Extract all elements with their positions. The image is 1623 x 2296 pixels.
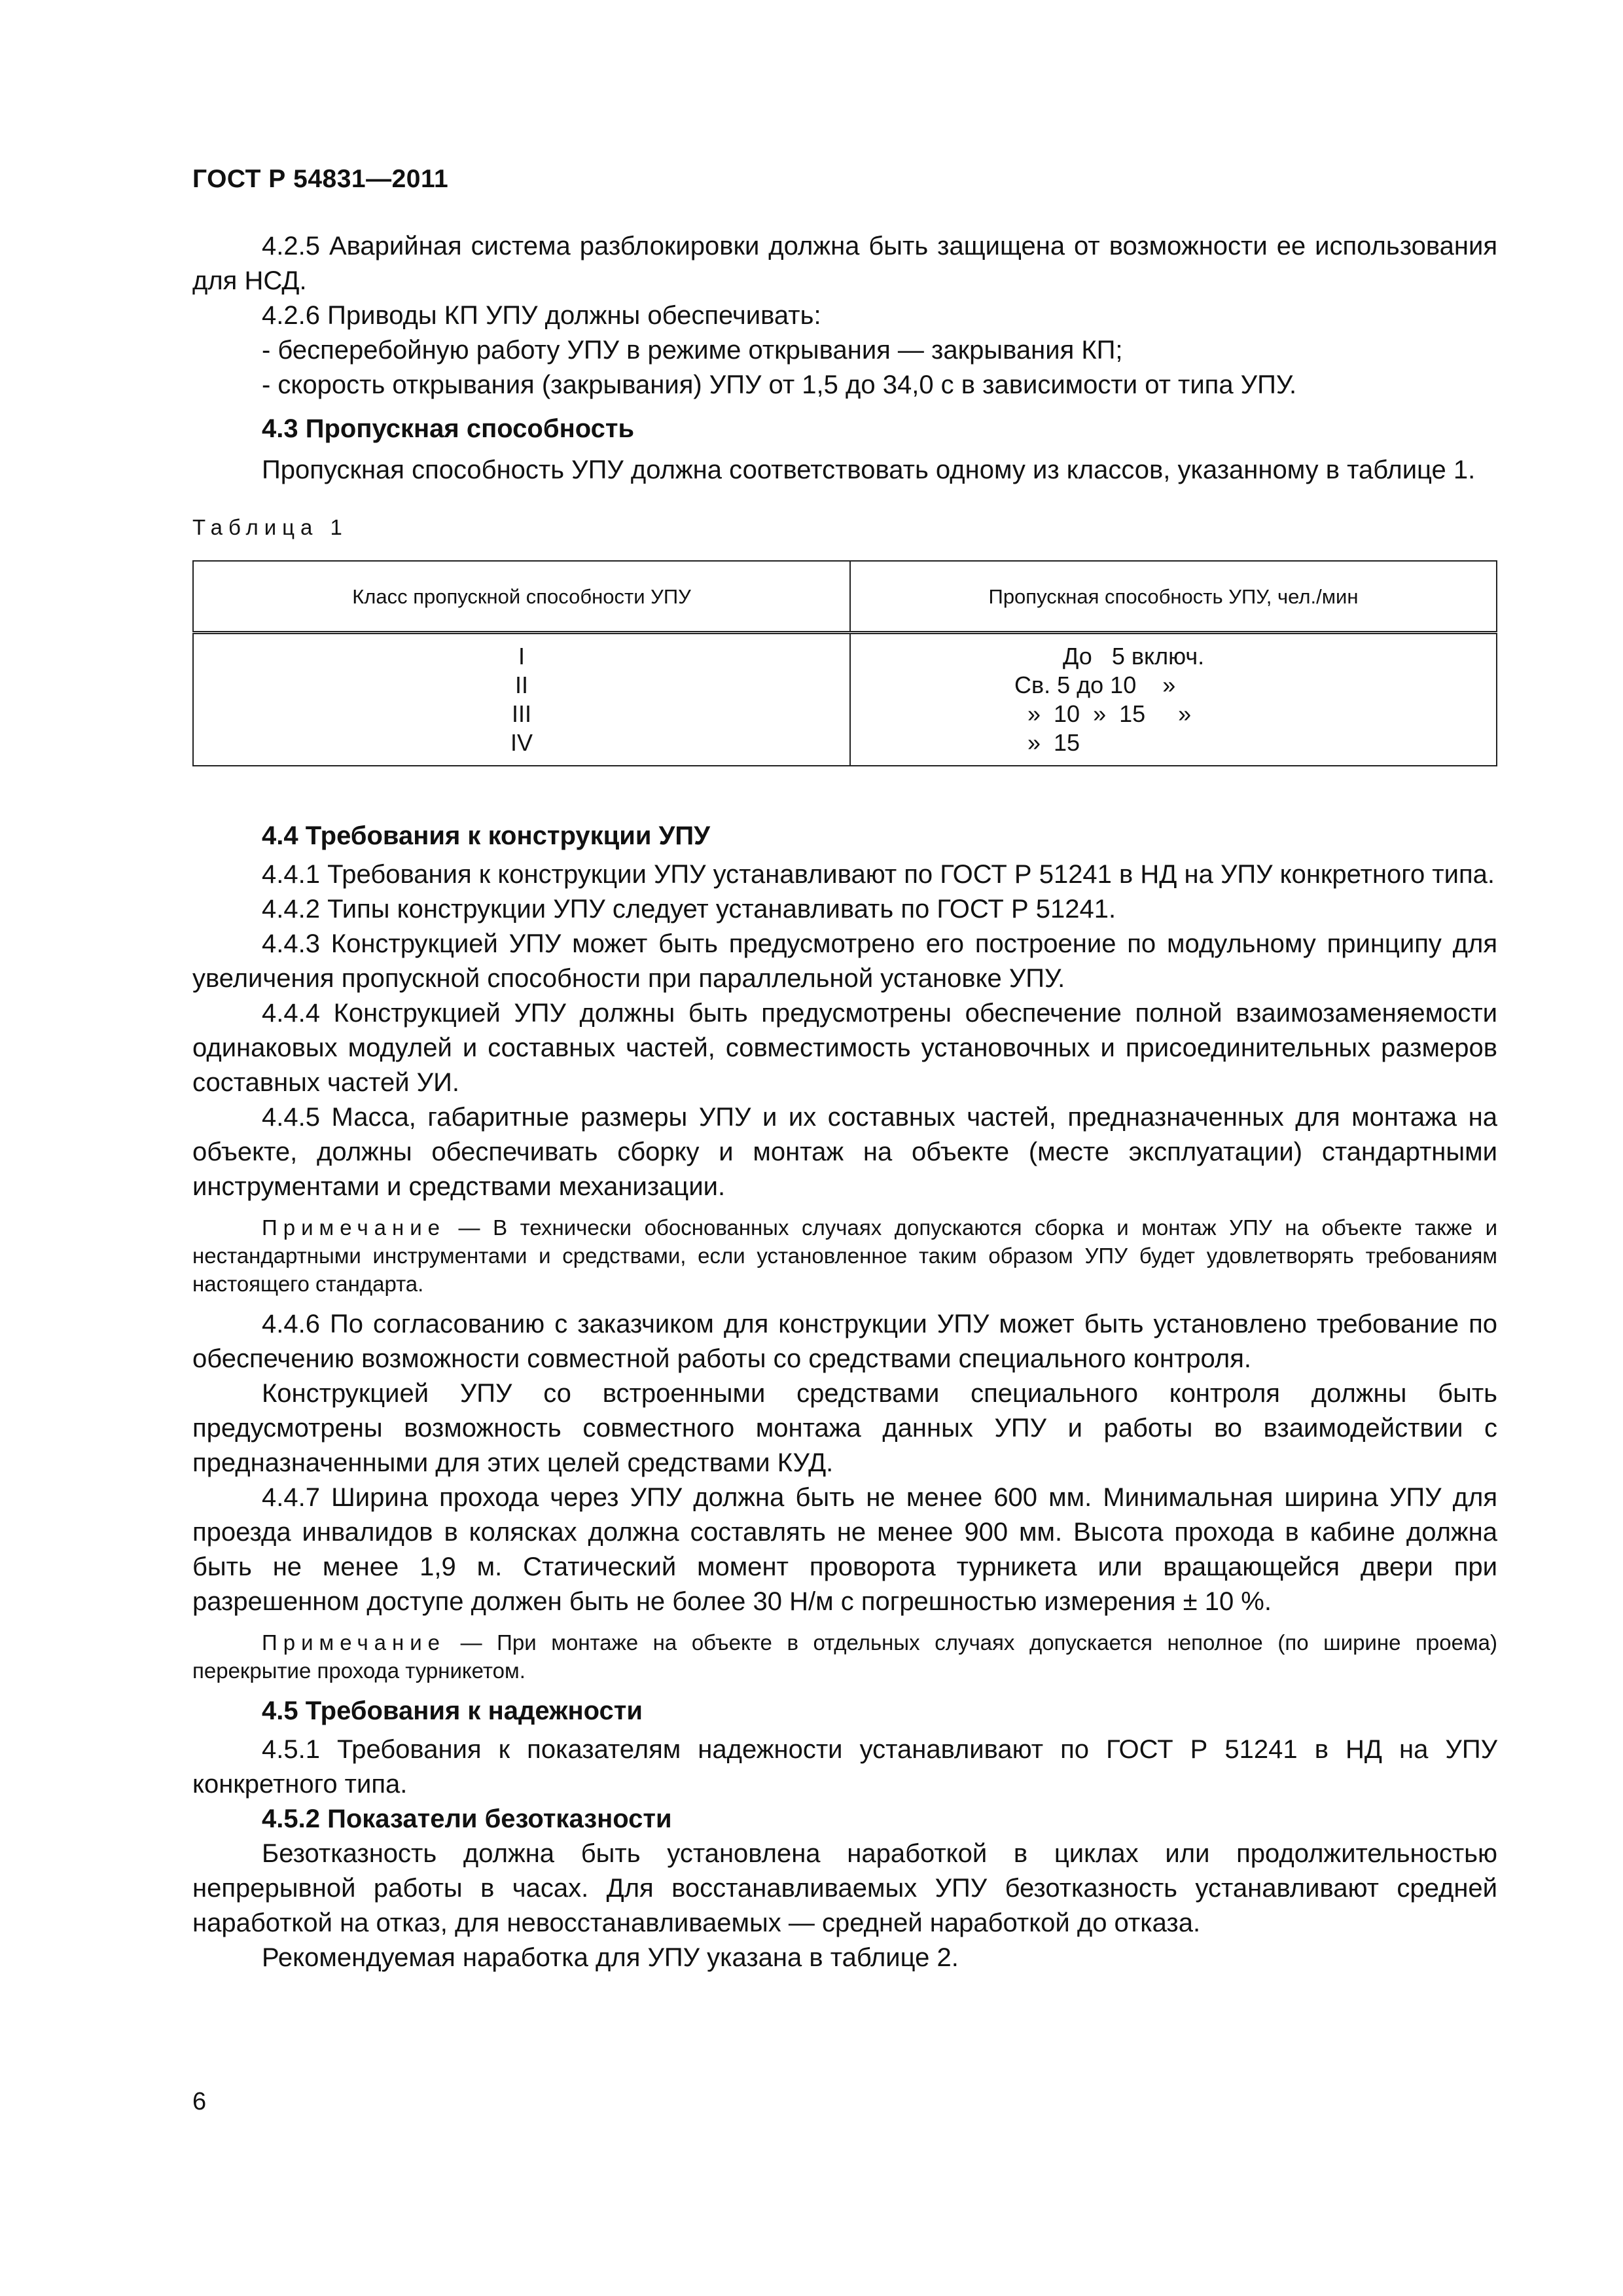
page-number: 6	[192, 2088, 207, 2115]
paragraph-4-4-1: 4.4.1 Требования к конструкции УПУ устанавливают по ГОСТ Р 51241 в НД на УПУ конкретного типа.	[262, 860, 1495, 889]
list-item: - скорость открывания (закрывания) УПУ от 1,5 до 34,0 с в зависимости от типа УПУ.	[262, 370, 1297, 399]
paragraph-4-2-6: 4.2.6 Приводы КП УПУ должны обеспечивать:	[262, 301, 821, 330]
paragraph-4-4-2: 4.4.2 Типы конструкции УПУ следует устанавливать по ГОСТ Р 51241.	[262, 895, 1116, 924]
page-content	[192, 229, 1497, 1975]
section-heading-4-4: 4.4 Требования к конструкции УПУ	[262, 821, 711, 850]
paragraph-4-4-5: 4.4.5 Масса, габаритные размеры УПУ и их составных частей, предназначенных для монтажа на объекте, должны обеспечивать сборку и монтаж на объекте (месте эксплуатации) стандартными инструментами и средствами механизации.	[192, 1103, 1497, 1201]
subsection-heading-4-5-2: 4.5.2 Показатели безотказности	[262, 1804, 672, 1833]
table-caption: Таблица 1	[192, 515, 348, 539]
paragraph-table-2-ref: Рекомендуемая наработка для УПУ указана в таблице 2.	[262, 1943, 959, 1972]
list-item: - бесперебойную работу УПУ в режиме открывания — закрывания КП;	[262, 336, 1123, 365]
paragraph-special-control: Конструкцией УПУ со встроенными средствами специального контроля должны быть предусмотрены возможность совместного монтажа данных УПУ и работы во взаимодействии с предназначенными для этих целей средствами КУД.	[192, 1379, 1497, 1477]
paragraph-4-4-3: 4.4.3 Конструкцией УПУ может быть предусмотрено его построение по модульному принципу для увеличения пропускной способности при параллельной установке УПУ.	[192, 929, 1497, 993]
section-heading-4-3: 4.3 Пропускная способность	[262, 414, 635, 443]
paragraph-4-4-6: 4.4.6 По согласованию с заказчиком для конструкции УПУ может быть установлено требование по обеспечению возможности совместной работы со средствами специального контроля.	[192, 1310, 1497, 1373]
paragraph-4-4-7: 4.4.7 Ширина прохода через УПУ должна быть не менее 600 мм. Минимальная ширина УПУ для проезда инвалидов в колясках должна составлять не менее 900 мм. Высота прохода в кабине должна быть не менее 1,9 м. Статический момент проворота турникета или вращающейся двери при разрешенном доступе должен быть не более 30 Н/м с погрешностью измерения ± 10 %.	[192, 1483, 1497, 1616]
paragraph-4-2-5: 4.2.5 Аварийная система разблокировки должна быть защищена от возможности ее использования для НСД.	[192, 232, 1497, 295]
table-header-class: Класс пропускной способности УПУ	[193, 561, 850, 633]
table-cell-class: I II III IV	[193, 633, 850, 766]
note-text: — В технически обоснованных случаях допускаются сборка и монтаж УПУ на объекте также и нестандартными инструментами и средствами, если установленное таким образом УПУ будет удовлетворять требованиям настоящего стандарта.	[192, 1215, 1497, 1296]
paragraph-4-5-1: 4.5.1 Требования к показателям надежности устанавливают по ГОСТ Р 51241 в НД на УПУ конкретного типа.	[192, 1735, 1497, 1799]
note-label: Примечание	[262, 1215, 446, 1240]
capacity-table	[192, 560, 1497, 766]
table-header-capacity: Пропускная способность УПУ, чел./мин	[850, 561, 1497, 633]
table-cell-capacity: До 5 включ. Св. 5 до 10 » » 10 » 15 » » 15	[850, 633, 1497, 766]
table-row	[193, 633, 1497, 766]
note-text: — При монтаже на объекте в отдельных случаях допускается неполное (по ширине проема) перекрытие прохода турникетом.	[192, 1630, 1497, 1683]
paragraph-4-3: Пропускная способность УПУ должна соответствовать одному из классов, указанному в таблице 1.	[262, 456, 1476, 484]
section-heading-4-5: 4.5 Требования к надежности	[262, 1696, 643, 1725]
document-code: ГОСТ Р 54831—2011	[192, 165, 449, 193]
paragraph-reliability: Безотказность должна быть установлена наработкой в циклах или продолжительностью непрерывной работы в часах. Для восстанавливаемых УПУ безотказность устанавливают средней наработкой на отказ, для невосстанавливаемых — средней наработкой до отказа.	[192, 1839, 1497, 1937]
paragraph-4-4-4: 4.4.4 Конструкцией УПУ должны быть предусмотрены обеспечение полной взаимозаменяемости одинаковых модулей и составных частей, совместимость установочных и присоединительных размеров составных частей УИ.	[192, 999, 1497, 1097]
note-label: Примечание	[262, 1630, 446, 1655]
note-2	[192, 1628, 1497, 1685]
note-1	[192, 1213, 1497, 1298]
